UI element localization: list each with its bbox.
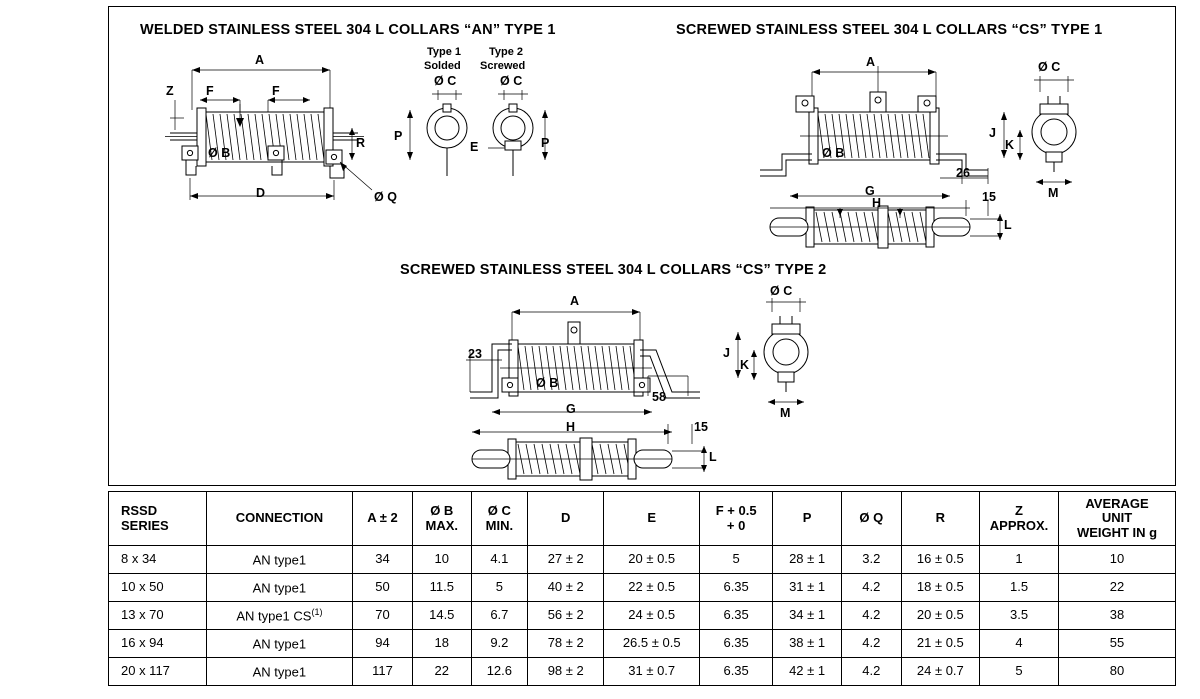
cell-series: 10 x 50 <box>109 574 207 602</box>
col-header-z: Z APPROX. <box>980 492 1059 546</box>
cell-b: 18 <box>412 630 471 658</box>
col-header-d: D <box>528 492 604 546</box>
cell-weight: 10 <box>1059 546 1176 574</box>
cell-c: 4.1 <box>471 546 527 574</box>
cell-connection: AN type1 CS$^{(1)}$ <box>206 602 352 630</box>
cell-f: 6.35 <box>700 602 773 630</box>
table-row <box>109 630 1176 658</box>
cell-f: 6.35 <box>700 630 773 658</box>
label-cs2-k: K <box>740 358 750 372</box>
cell-p: 31 ± 1 <box>773 574 842 602</box>
label-cs1-h: H <box>872 196 882 210</box>
cell-weight: 55 <box>1059 630 1176 658</box>
label-an-c1: Ø C <box>434 74 457 88</box>
cell-f: 5 <box>700 546 773 574</box>
cell-d: 56 ± 2 <box>528 602 604 630</box>
label-an-d: D <box>256 186 266 200</box>
label-cs1-b: Ø B <box>822 146 845 160</box>
cell-b: 11.5 <box>412 574 471 602</box>
cell-r: 20 ± 0.5 <box>901 602 979 630</box>
table-row <box>109 658 1176 686</box>
label-cs2-c: Ø C <box>770 284 793 298</box>
col-header-p: P <box>773 492 842 546</box>
cell-a: 70 <box>353 602 413 630</box>
label-an-z: Z <box>166 84 174 98</box>
cell-e: 20 ± 0.5 <box>604 546 700 574</box>
cell-connection: AN type1 <box>206 658 352 686</box>
cell-weight: 38 <box>1059 602 1176 630</box>
diagram-title-cs-type2: SCREWED STAINLESS STEEL 304 L COLLARS “CS” TYPE 2 <box>400 262 827 278</box>
cell-d: 27 ± 2 <box>528 546 604 574</box>
specifications-table <box>108 491 1176 686</box>
label-an-p1: P <box>394 129 403 143</box>
label-cs2-m: M <box>780 406 791 420</box>
cell-r: 24 ± 0.7 <box>901 658 979 686</box>
cell-q: 4.2 <box>842 630 902 658</box>
label-an-type1-line1: Type 1 <box>427 46 462 58</box>
cell-a: 34 <box>353 546 413 574</box>
cell-r: 21 ± 0.5 <box>901 630 979 658</box>
cell-a: 50 <box>353 574 413 602</box>
cell-c: 5 <box>471 574 527 602</box>
cell-series: 20 x 117 <box>109 658 207 686</box>
label-cs1-g: G <box>865 184 875 198</box>
label-an-e: E <box>470 140 479 154</box>
col-header-a: A ± 2 <box>353 492 413 546</box>
label-cs2-g: G <box>566 402 576 416</box>
label-cs1-a: A <box>866 55 876 69</box>
cell-r: 16 ± 0.5 <box>901 546 979 574</box>
col-header-r: R <box>901 492 979 546</box>
cell-e: 24 ± 0.5 <box>604 602 700 630</box>
col-header-b: Ø B MAX. <box>412 492 471 546</box>
cell-q: 4.2 <box>842 602 902 630</box>
label-an-r: R <box>356 136 366 150</box>
label-an-a: A <box>255 53 265 67</box>
cell-weight: 22 <box>1059 574 1176 602</box>
cell-series: 16 x 94 <box>109 630 207 658</box>
col-header-series: RSSD SERIES <box>109 492 207 546</box>
label-cs1-k: K <box>1005 138 1015 152</box>
label-an-f2: F <box>272 84 280 98</box>
label-cs2-a: A <box>570 294 580 308</box>
cell-d: 98 ± 2 <box>528 658 604 686</box>
cell-c: 9.2 <box>471 630 527 658</box>
label-an-b: Ø B <box>208 146 231 160</box>
cell-z: 1 <box>980 546 1059 574</box>
diagram-title-an-type1: WELDED STAINLESS STEEL 304 L COLLARS “AN” TYPE 1 <box>140 22 556 38</box>
table-header-row <box>109 492 1176 546</box>
col-header-q: Ø Q <box>842 492 902 546</box>
cell-r: 18 ± 0.5 <box>901 574 979 602</box>
label-cs2-h: H <box>566 420 576 434</box>
col-header-e: E <box>604 492 700 546</box>
cell-b: 10 <box>412 546 471 574</box>
col-header-weight: AVERAGE UNIT WEIGHT IN g <box>1059 492 1176 546</box>
cell-z: 5 <box>980 658 1059 686</box>
label-cs1-c: Ø C <box>1038 60 1061 74</box>
label-an-type1-line2: Solded <box>424 60 461 72</box>
cell-series: 13 x 70 <box>109 602 207 630</box>
cell-z: 1.5 <box>980 574 1059 602</box>
label-cs2-23: 23 <box>468 347 482 361</box>
cell-q: 3.2 <box>842 546 902 574</box>
cell-q: 4.2 <box>842 658 902 686</box>
cell-p: 38 ± 1 <box>773 630 842 658</box>
label-an-p2: P <box>541 136 550 150</box>
diagram-title-cs-type1: SCREWED STAINLESS STEEL 304 L COLLARS “CS” TYPE 1 <box>676 22 1103 38</box>
cell-connection: AN type1 <box>206 630 352 658</box>
label-an-f1: F <box>206 84 214 98</box>
cell-e: 26.5 ± 0.5 <box>604 630 700 658</box>
cell-q: 4.2 <box>842 574 902 602</box>
cell-connection: AN type1 <box>206 574 352 602</box>
label-cs2-b: Ø B <box>536 376 559 390</box>
label-cs2-j: J <box>723 346 730 360</box>
table-row <box>109 602 1176 630</box>
cell-a: 117 <box>353 658 413 686</box>
col-header-connection: CONNECTION <box>206 492 352 546</box>
table-row <box>109 574 1176 602</box>
label-cs2-58: 58 <box>652 390 666 404</box>
label-an-c2: Ø C <box>500 74 523 88</box>
table-body <box>109 546 1176 686</box>
label-cs1-15: 15 <box>982 190 996 204</box>
col-header-c: Ø C MIN. <box>471 492 527 546</box>
cell-d: 40 ± 2 <box>528 574 604 602</box>
cell-z: 4 <box>980 630 1059 658</box>
cell-e: 22 ± 0.5 <box>604 574 700 602</box>
cell-weight: 80 <box>1059 658 1176 686</box>
table-head <box>109 492 1176 546</box>
cell-p: 28 ± 1 <box>773 546 842 574</box>
cell-f: 6.35 <box>700 658 773 686</box>
cell-b: 14.5 <box>412 602 471 630</box>
cell-e: 31 ± 0.7 <box>604 658 700 686</box>
label-cs1-26: 26 <box>956 166 970 180</box>
cell-p: 34 ± 1 <box>773 602 842 630</box>
label-an-type2-line1: Type 2 <box>489 46 524 58</box>
cell-series: 8 x 34 <box>109 546 207 574</box>
cell-c: 12.6 <box>471 658 527 686</box>
cell-f: 6.35 <box>700 574 773 602</box>
cell-z: 3.5 <box>980 602 1059 630</box>
cell-d: 78 ± 2 <box>528 630 604 658</box>
col-header-f: F + 0.5 + 0 <box>700 492 773 546</box>
cell-c: 6.7 <box>471 602 527 630</box>
cell-connection: AN type1 <box>206 546 352 574</box>
label-cs2-l: L <box>709 450 717 464</box>
cell-p: 42 ± 1 <box>773 658 842 686</box>
label-an-type2-line2: Screwed <box>480 60 526 72</box>
label-cs1-l: L <box>1004 218 1012 232</box>
cell-a: 94 <box>353 630 413 658</box>
label-an-q: Ø Q <box>374 190 397 204</box>
cell-b: 22 <box>412 658 471 686</box>
label-cs2-15: 15 <box>694 420 708 434</box>
label-cs1-m: M <box>1048 186 1059 200</box>
table-row <box>109 546 1176 574</box>
label-cs1-j: J <box>989 126 996 140</box>
